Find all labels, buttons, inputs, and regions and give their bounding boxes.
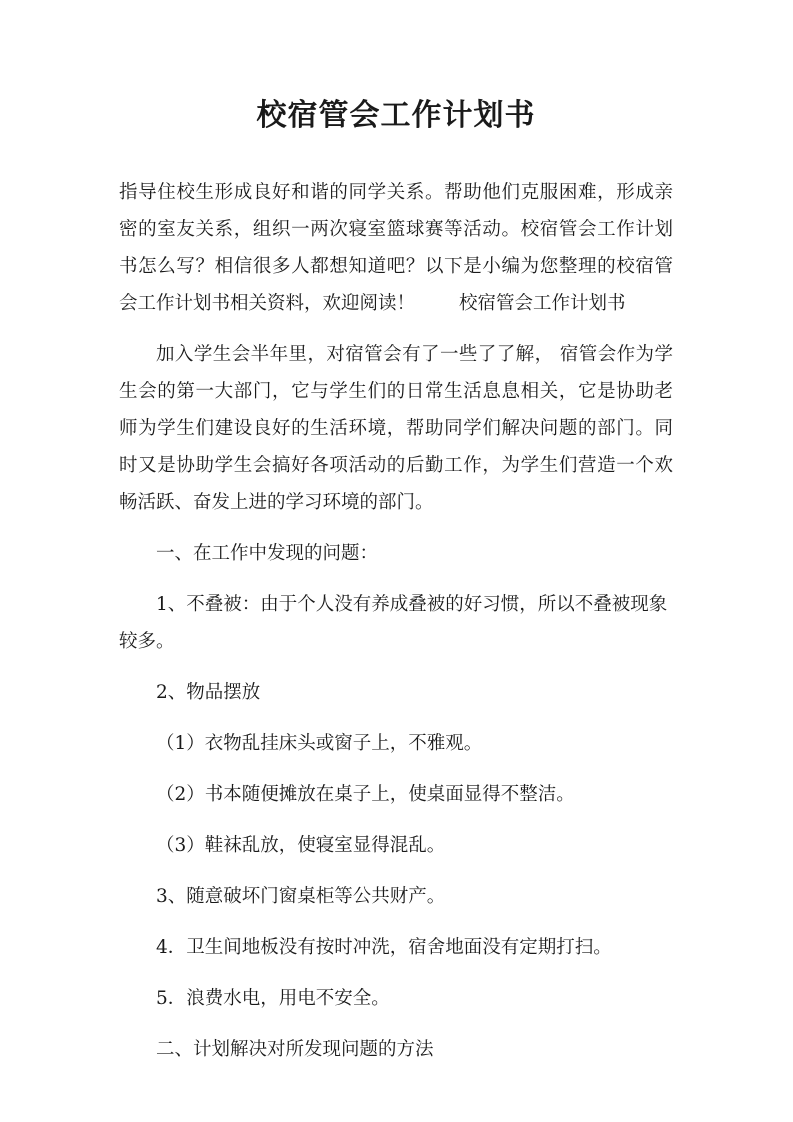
list-item-1: 1、不叠被：由于个人没有养成叠被的好习惯，所以不叠被现象较多。 xyxy=(119,594,668,652)
section1-heading: 一、在工作中发现的问题： xyxy=(156,543,379,564)
list-item-4: 4．卫生间地板没有按时冲洗，宿舍地面没有定期打扫。 xyxy=(156,937,612,958)
list-item-2-1: （1）衣物乱挂床头或窗子上，不雅观。 xyxy=(156,733,483,754)
section2-heading: 二、计划解决对所发现问题的方法 xyxy=(156,1039,434,1060)
intro-heading: 校宿管会工作计划书 xyxy=(459,293,626,314)
intro-text: 指导住校生形成良好和谐的同学关系。帮助他们克服困难，形成亲密的室友关系，组织一两次寝室篮球赛等活动。校宿管会工作计划书怎么写？相信很多人都想知道吧？以下是小编为您整理的校宿管会工作计划书相关资料，欢迎阅读！ xyxy=(119,182,673,314)
document-title: 校宿管会工作计划书 xyxy=(256,98,536,133)
intro-paragraph xyxy=(119,174,673,322)
list-item-3: 3、随意破坏门窗桌柜等公共财产。 xyxy=(156,886,446,907)
list-item-2: 2、物品摆放 xyxy=(156,682,261,703)
list-item-5: 5．浪费水电，用电不安全。 xyxy=(156,988,390,1009)
body-paragraph: 加入学生会半年里，对宿管会有了一些了了解， 宿管会作为学生会的第一大部门，它与学生们的日常生活息息相关，它是协助老师为学生们建设良好的生活环境，帮助同学们解决问题的部门。同时又是协助学生会搞好各项活动的后勤工作，为学生们营造一个欢畅活跃、奋发上进的学习环境的部门。 xyxy=(119,344,673,513)
list-item-2-2: （2）书本随便摊放在桌子上，使桌面显得不整洁。 xyxy=(156,784,575,805)
list-item-2-3: （3）鞋袜乱放，使寝室显得混乱。 xyxy=(156,835,446,856)
